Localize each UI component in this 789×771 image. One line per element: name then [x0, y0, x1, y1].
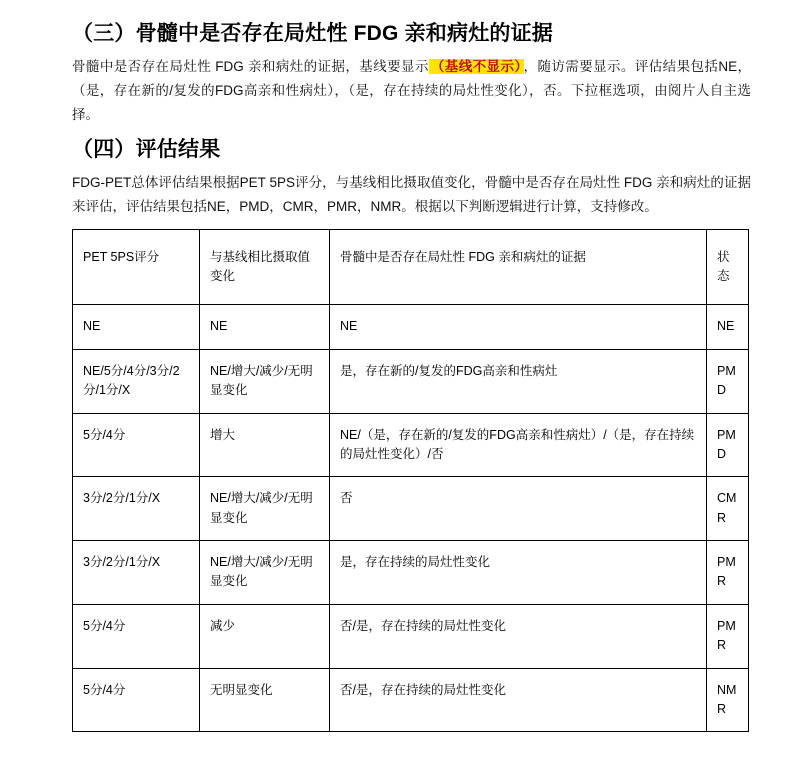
cell-status: PMR: [707, 604, 749, 668]
cell-marrow: NE: [330, 305, 707, 349]
table-header-change: 与基线相比摄取值变化: [200, 229, 330, 305]
table-row: [73, 305, 749, 349]
cell-score: 3分/2分/1分/X: [73, 477, 200, 541]
table-row: [73, 349, 749, 413]
cell-score: NE: [73, 305, 200, 349]
cell-marrow: 是，存在持续的局灶性变化: [330, 541, 707, 605]
cell-marrow: 否/是，存在持续的局灶性变化: [330, 668, 707, 732]
cell-change: NE/增大/减少/无明显变化: [200, 541, 330, 605]
table-row: [73, 541, 749, 605]
table-row: [73, 413, 749, 477]
cell-score: 5分/4分: [73, 413, 200, 477]
cell-change: 减少: [200, 604, 330, 668]
cell-status: NMR: [707, 668, 749, 732]
table-header-row: [73, 229, 749, 305]
paragraph-post-text: ，随访需要显示。评估结果包括NE，（是，存在新的/复发的FDG高亲和性病灶），（是，存在持续的局灶性变化），否。下拉框选项，由阅片人自主选择。: [72, 59, 752, 122]
cell-marrow: 是，存在新的/复发的FDG高亲和性病灶: [330, 349, 707, 413]
cell-score: 5分/4分: [73, 668, 200, 732]
highlighted-note: （基线不显示）: [430, 59, 522, 75]
section-four-paragraph: FDG-PET总体评估结果根据PET 5PS评分，与基线相比摄取值变化，骨髓中是否存在局灶性 FDG 亲和病灶的证据来评估，评估结果包括NE，PMD，CMR，PMR，NMR。根据以下判断逻辑进行计算，支持修改。: [72, 175, 751, 215]
table-row: [73, 604, 749, 668]
cell-change: 无明显变化: [200, 668, 330, 732]
table-row: [73, 668, 749, 732]
cell-status: CMR: [707, 477, 749, 541]
table-header-score: PET 5PS评分: [73, 229, 200, 305]
section-three-paragraph: [72, 55, 751, 126]
cell-score: 5分/4分: [73, 604, 200, 668]
evaluation-logic-table: [72, 229, 749, 733]
section-heading-four: （四）评估结果: [72, 138, 221, 162]
section-heading-three: （三）骨髓中是否存在局灶性 FDG 亲和病灶的证据: [72, 22, 553, 45]
cell-change: NE: [200, 305, 330, 349]
cell-status: PMD: [707, 349, 749, 413]
cell-marrow: 否/是，存在持续的局灶性变化: [330, 604, 707, 668]
cell-marrow: 否: [330, 477, 707, 541]
table-header-status: 状态: [707, 229, 749, 305]
cell-change: 增大: [200, 413, 330, 477]
cell-marrow: NE/（是，存在新的/复发的FDG高亲和性病灶）/（是，存在持续的局灶性变化）/否: [330, 413, 707, 477]
cell-score: 3分/2分/1分/X: [73, 541, 200, 605]
table-row: [73, 477, 749, 541]
cell-status: PMR: [707, 541, 749, 605]
cell-status: NE: [707, 305, 749, 349]
cell-score: NE/5分/4分/3分/2分/1分/X: [73, 349, 200, 413]
table-header-marrow: 骨髓中是否存在局灶性 FDG 亲和病灶的证据: [330, 229, 707, 305]
cell-change: NE/增大/减少/无明显变化: [200, 477, 330, 541]
cell-status: PMD: [707, 413, 749, 477]
cell-change: NE/增大/减少/无明显变化: [200, 349, 330, 413]
section-four-block: [72, 136, 751, 219]
paragraph-pre-text: 骨髓中是否存在局灶性 FDG 亲和病灶的证据，基线要显示: [72, 59, 429, 75]
